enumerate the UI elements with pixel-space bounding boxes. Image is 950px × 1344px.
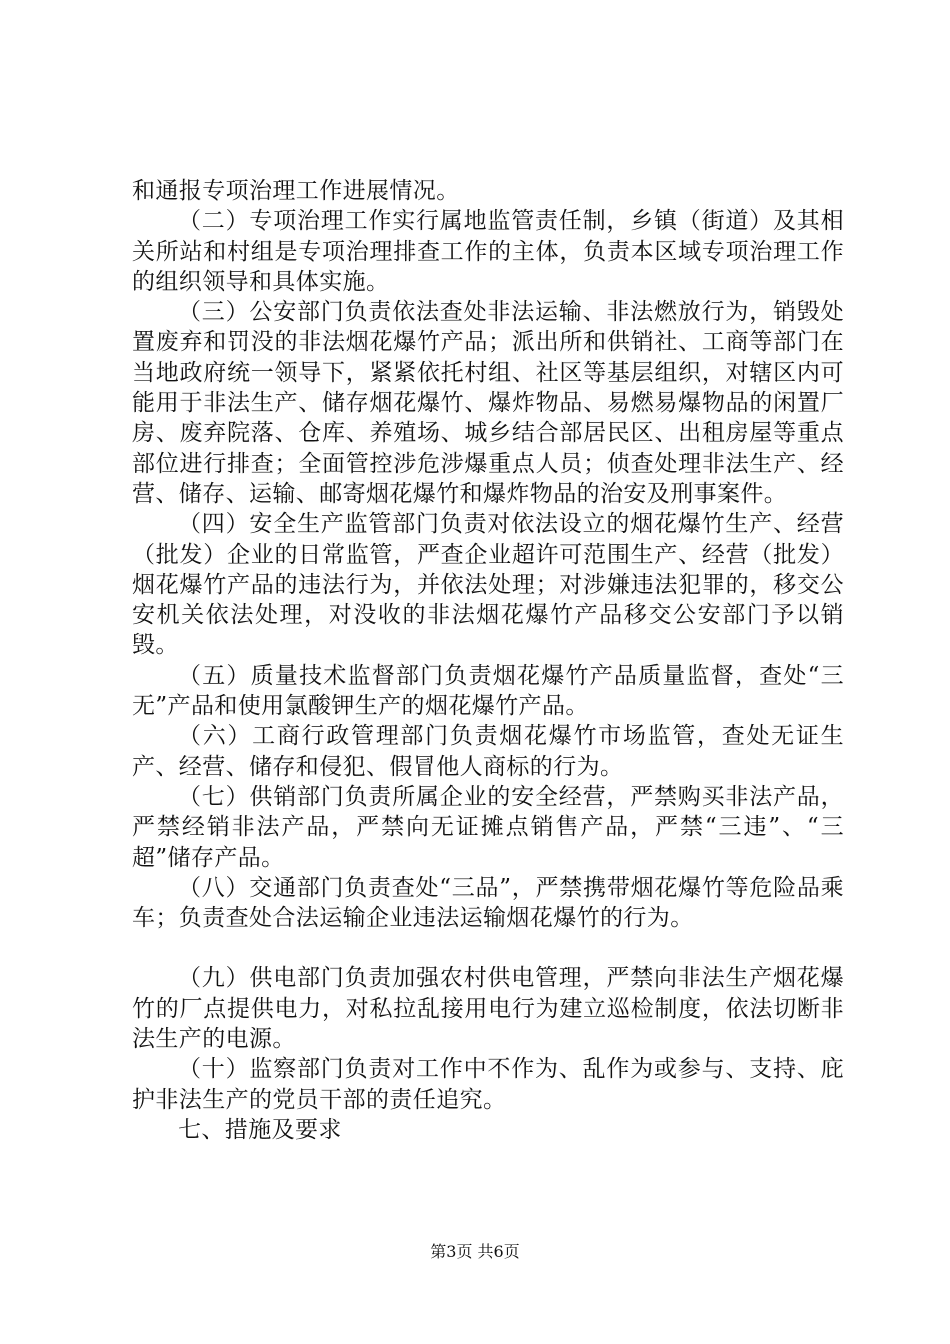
paragraph-item-4: （四）安全生产监管部门负责对依法设立的烟花爆竹生产、经营（批发）企业的日常监管，严查企业超许可范围生产、经营（批发）烟花爆竹产品的违法行为，并依法处理；对涉嫌违法犯罪的，移交公安机关依法处理，对没收的非法烟花爆竹产品移交公安部门予以销毁。 bbox=[132, 511, 844, 659]
paragraph-item-6: （六）工商行政管理部门负责烟花爆竹市场监管，查处无证生产、经营、储存和侵犯、假冒他人商标的行为。 bbox=[132, 723, 844, 780]
section-heading: 七、措施及要求 bbox=[178, 1116, 342, 1143]
paragraph-item-2: （二）专项治理工作实行属地监管责任制，乡镇（街道）及其相关所站和村组是专项治理排查工作的主体，负责本区域专项治理工作的组织领导和具体实施。 bbox=[132, 208, 844, 295]
page-number-footer: 第3页 共6页 bbox=[430, 1242, 520, 1261]
paragraph-item-10: （十）监察部门负责对工作中不作为、乱作为或参与、支持、庇护非法生产的党员干部的责任追究。 bbox=[132, 1056, 844, 1113]
paragraph-item-7: （七）供销部门负责所属企业的安全经营，严禁购买非法产品，严禁经销非法产品，严禁向无证摊点销售产品，严禁“三违”、“三超”储存产品。 bbox=[132, 783, 844, 871]
paragraph-item-5: （五）质量技术监督部门负责烟花爆竹产品质量监督，查处“三无”产品和使用氯酸钾生产的烟花爆竹产品。 bbox=[132, 662, 844, 720]
paragraph-item-3: （三）公安部门负责依法查处非法运输、非法燃放行为，销毁处置废弃和罚没的非法烟花爆竹产品；派出所和供销社、工商等部门在当地政府统一领导下，紧紧依托村组、社区等基层组织，对辖区内可能用于非法生产、储存烟花爆竹、爆炸物品、易燃易爆物品的闲置厂房、废弃院落、仓库、养殖场、城乡结合部居民区、出租房屋等重点部位进行排查；全面管控涉危涉爆重点人员；侦查处理非法生产、经营、储存、运输、邮寄烟花爆竹和爆炸物品的治安及刑事案件。 bbox=[132, 299, 844, 507]
document-body bbox=[132, 176, 844, 1145]
paragraph-item-8: （八）交通部门负责查处“三品”，严禁携带烟花爆竹等危险品乘车；负责查处合法运输企业违法运输烟花爆竹的行为。 bbox=[132, 874, 844, 932]
paragraph-continuation: 和通报专项治理工作进展情况。 bbox=[132, 178, 460, 204]
paragraph-item-9: （九）供电部门负责加强农村供电管理，严禁向非法生产烟花爆竹的厂点提供电力，对私拉乱接用电行为建立巡检制度，依法切断非法生产的电源。 bbox=[132, 965, 844, 1053]
